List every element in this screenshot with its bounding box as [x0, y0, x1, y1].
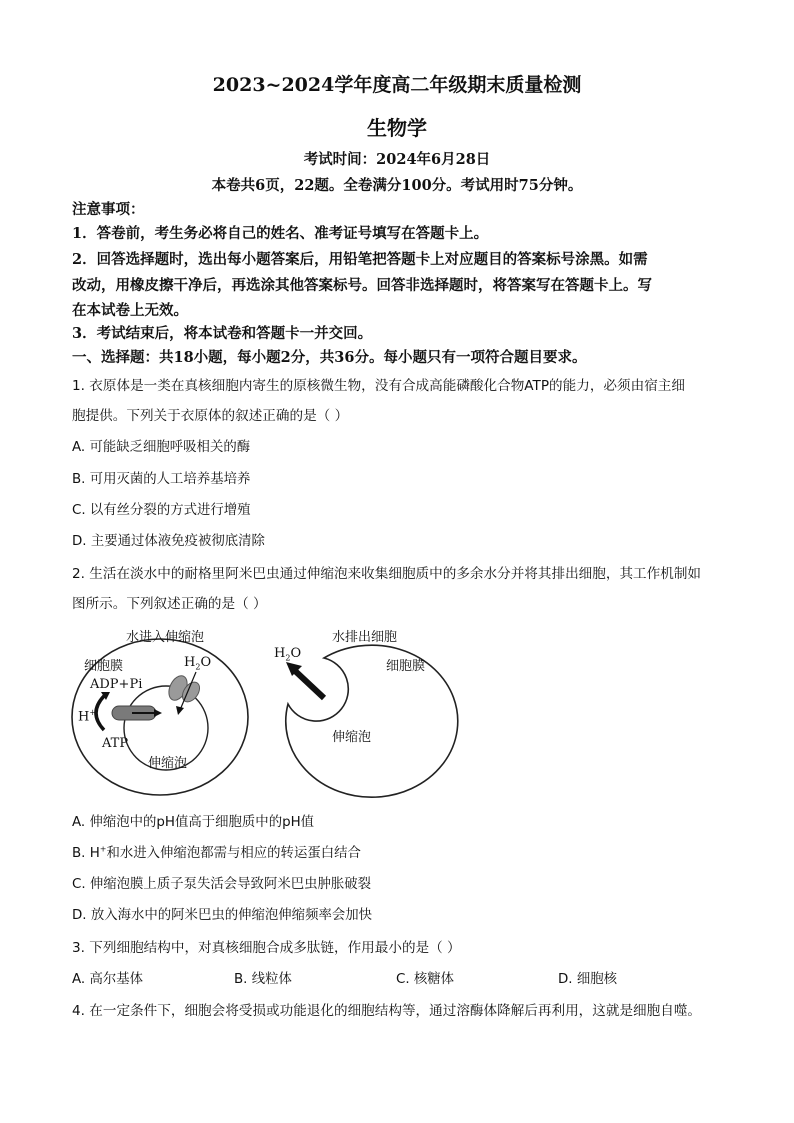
atp-hydrolysis-arc [96, 696, 104, 730]
arrow-head [176, 706, 184, 715]
h2o-sub: 2 [285, 653, 291, 663]
h2o-main: H [184, 655, 196, 670]
adp-label: ADP+Pi [90, 677, 143, 692]
proton-main: H [78, 709, 90, 725]
question-1-option-a: A. 可能缺乏细胞呼吸相关的酶 [72, 440, 251, 455]
h2o-end: O [290, 646, 302, 661]
question-3-option-a: A. 高尔基体 [72, 972, 143, 987]
note-line: 3．考试结束后，将本试卷和答题卡一并交回。 [72, 325, 373, 342]
exam-time: 考试时间：2024年6月28日 [303, 151, 491, 168]
question-1-stem: 胞提供。下列关于衣原体的叙述正确的是（ ） [72, 408, 349, 424]
option-b-sup: + [99, 844, 107, 854]
note-line: 在本试卷上无效。 [72, 302, 188, 319]
right-cell-membrane [286, 645, 458, 797]
exam-title: 2023~2024学年度高二年级期末质量检测 [212, 74, 582, 96]
water-exits-cell-label: 水排出细胞 [332, 630, 398, 645]
note-line: 2．回答选择题时，选出每小题答案后，用铅笔把答题卡上对应题目的答案标号涂黑。如需 [72, 251, 648, 268]
question-2-stem: 2. 生活在淡水中的耐格里阿米巴虫通过伸缩泡来收集细胞质中的多余水分并将其排出细胞，其工作机制如 [72, 566, 702, 582]
proton-sup: + [89, 708, 97, 717]
question-2-stem: 图所示。下列叙述正确的是（ ） [72, 596, 267, 612]
question-1-stem: 1. 衣原体是一类在真核细胞内寄生的原核微生物，没有合成高能磷酸化合物ATP的能力，必须由宿主细 [72, 378, 685, 394]
left-vacuole-label: 伸缩泡 [148, 756, 188, 771]
right-vacuole-label: 伸缩泡 [332, 730, 372, 745]
figure-drawing [70, 622, 470, 802]
question-2-option-b [72, 842, 361, 861]
question-3-stem: 3. 下列细胞结构中，对真核细胞合成多肽链，作用最小的是（ ） [72, 940, 461, 956]
contractile-vacuole-figure [70, 622, 470, 802]
question-1-option-b: B. 可用灭菌的人工培养基培养 [72, 472, 251, 487]
h2o-label [184, 655, 211, 672]
water-enters-vacuole-label: 水进入伸缩泡 [126, 630, 205, 645]
note-line: 1．答卷前，考生务必将自己的姓名、准考证号填写在答题卡上。 [72, 225, 489, 242]
cell-membrane-label: 细胞膜 [84, 659, 124, 674]
arrow-head [154, 709, 162, 717]
h2o-end: O [200, 655, 212, 670]
question-4-stem: 4. 在一定条件下，细胞会将受损或功能退化的细胞结构等，通过溶酶体降解后再利用，这就是细胞自噬。 [72, 1003, 702, 1019]
question-2-option-c: C. 伸缩泡膜上质子泵失活会导致阿米巴虫肿胀破裂 [72, 877, 372, 892]
question-2-option-a: A. 伸缩泡中的pH值高于细胞质中的pH值 [72, 815, 315, 830]
h2o-label [274, 646, 301, 663]
question-1-option-d: D. 主要通过体液免疫被彻底清除 [72, 534, 265, 549]
question-1-option-c: C. 以有丝分裂的方式进行增殖 [72, 503, 251, 518]
exam-info: 本卷共6页，22题。全卷满分100分。考试用时75分钟。 [211, 177, 583, 194]
option-b-prefix: B. H [72, 846, 100, 861]
option-b-text: 和水进入伸缩泡都需与相应的转运蛋白结合 [106, 846, 361, 861]
question-3-option-d: D. 细胞核 [558, 972, 617, 987]
atp-label: ATP [102, 736, 129, 751]
question-2-option-d: D. 放入海水中的阿米巴虫的伸缩泡伸缩频率会加快 [72, 908, 373, 923]
question-3-option-c: C. 核糖体 [396, 972, 455, 987]
h2o-sub: 2 [195, 662, 201, 672]
question-3-option-b: B. 线粒体 [234, 972, 292, 987]
notes-heading: 注意事项： [72, 201, 145, 218]
h2o-main: H [274, 646, 286, 661]
water-out-arrow [292, 668, 324, 698]
cell-membrane-label: 细胞膜 [386, 659, 426, 674]
subject-title: 生物学 [367, 116, 427, 140]
proton-label [78, 708, 96, 724]
section-heading: 一、选择题：共18小题，每小题2分，共36分。每小题只有一项符合题目要求。 [72, 349, 587, 366]
note-line: 改动，用橡皮擦干净后，再选涂其他答案标号。回答非选择题时，将答案写在答题卡上。写 [72, 277, 652, 294]
